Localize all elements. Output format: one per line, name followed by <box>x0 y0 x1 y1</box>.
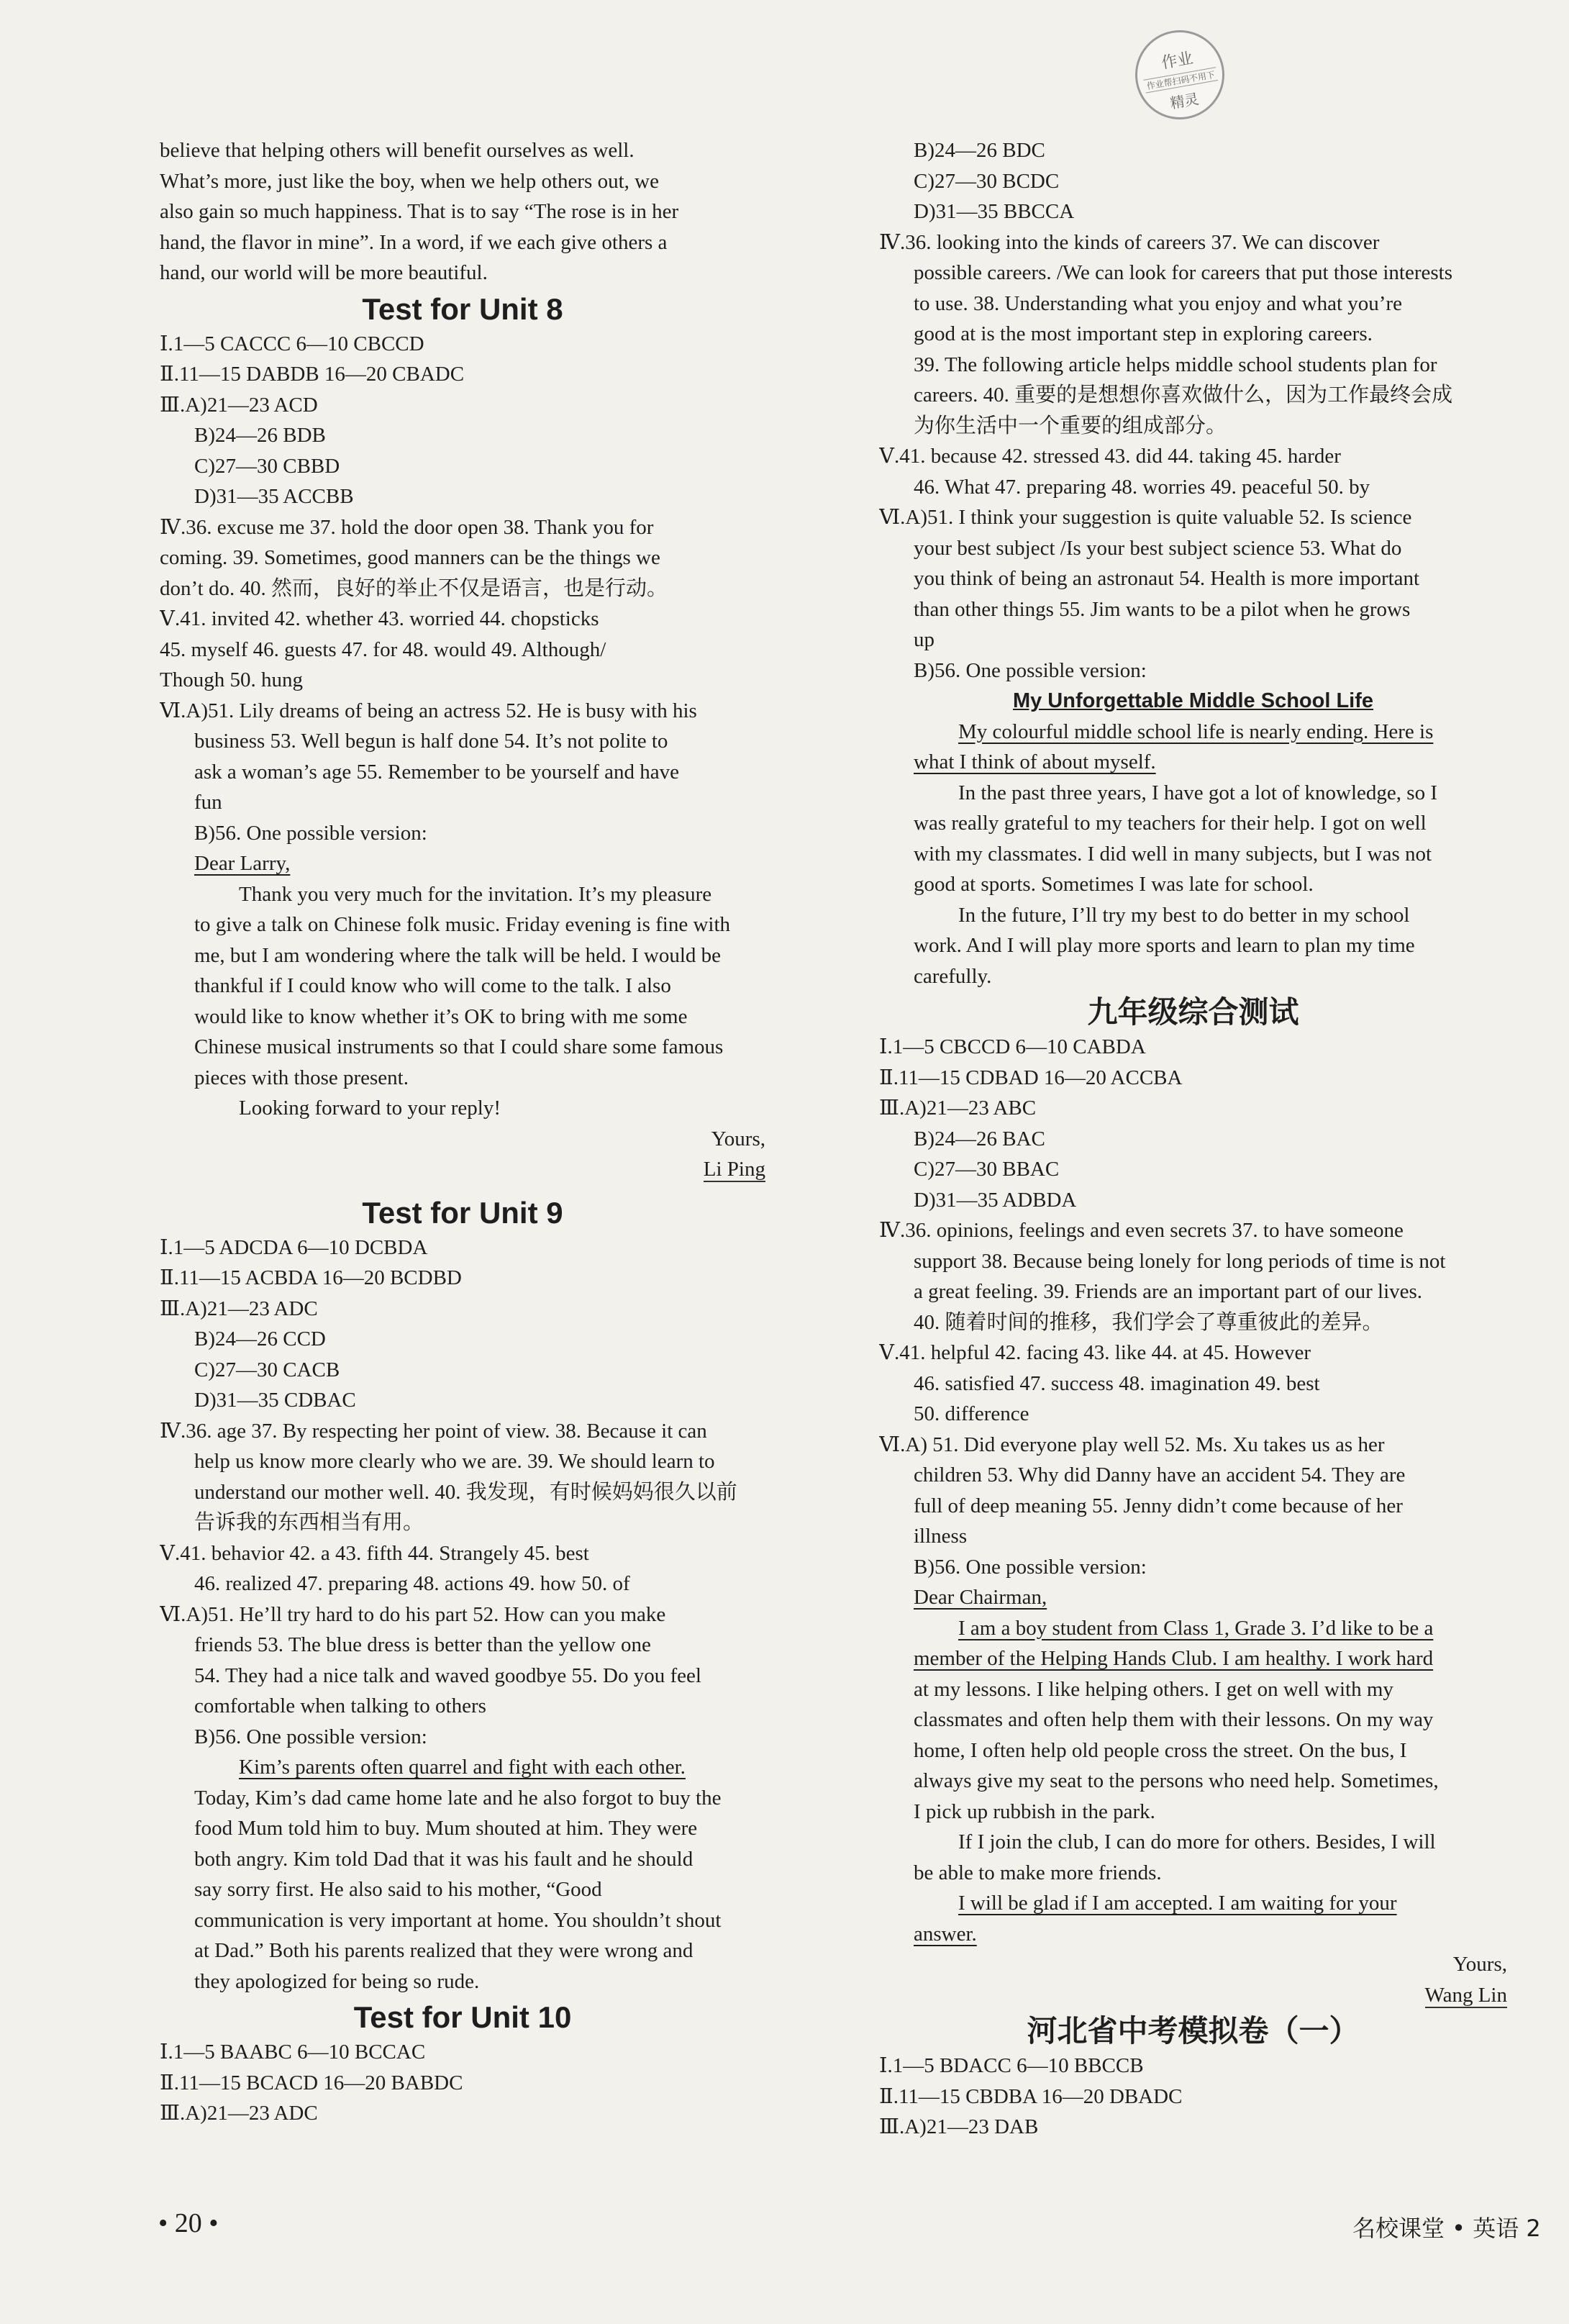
letter-closing: Yours, <box>711 1127 765 1150</box>
answer-line: Ⅱ.11—15 DABDB 16—20 CBADC <box>160 363 465 386</box>
essay-line: carefully. <box>914 964 992 988</box>
answer-line: Ⅴ.41. helpful 42. facing 43. like 44. at 45. However <box>879 1341 1311 1364</box>
answer-line: Ⅲ.A)21—23 DAB <box>879 2115 1039 2138</box>
answer-line: Though 50. hung <box>160 668 303 691</box>
letter-line: If I join the club, I can do more for others. Besides, I will <box>958 1830 1436 1853</box>
letter-line <box>879 1919 1507 1950</box>
answer-line: a great feeling. 39. Friends are an important part of our lives. <box>914 1280 1423 1303</box>
answer-line: 50. difference <box>914 1402 1029 1425</box>
answer-line: Ⅴ.41. because 42. stressed 43. did 44. taking 45. harder <box>879 445 1341 468</box>
signature-text: Li Ping <box>703 1158 765 1181</box>
answer-line: B)56. One possible version: <box>194 1725 427 1748</box>
answer-line: Ⅰ.1—5 ADCDA 6—10 DCBDA <box>160 1235 428 1259</box>
answer-line: fun <box>194 791 222 814</box>
answer-line: Ⅱ.11—15 CBDBA 16—20 DBADC <box>879 2084 1183 2108</box>
footer-title: 名校课堂 • 英语 2 <box>1352 2215 1541 2242</box>
essay-line: communication is very important at home. You shouldn’t shout <box>194 1908 722 1932</box>
watermark-stamp <box>1128 23 1232 127</box>
unit8-answers <box>160 329 765 1185</box>
letter-line: always give my seat to the persons who need help. Sometimes, <box>914 1769 1439 1792</box>
answer-line: Ⅲ.A)21—23 ADC <box>160 2102 318 2125</box>
essay-line: both angry. Kim told Dad that it was his fault and he should <box>194 1847 693 1871</box>
answer-line: B)56. One possible version: <box>194 821 427 845</box>
letter-line: thankful if I could know who will come to the talk. I also <box>194 974 671 997</box>
answer-line: Ⅳ.36. excuse me 37. hold the door open 38. Thank you for <box>160 515 654 539</box>
answer-line: 告诉我的东西相当有用。 <box>194 1511 424 1534</box>
letter-greeting <box>879 1582 1507 1613</box>
answer-line: help us know more clearly who we are. 39. We should learn to <box>194 1450 715 1473</box>
answer-line: Ⅳ.36. opinions, feelings and even secrets 37. to have someone <box>879 1219 1404 1242</box>
answer-line: 46. What 47. preparing 48. worries 49. peaceful 50. by <box>914 475 1370 499</box>
signature-text: Wang Lin <box>1424 1983 1507 2007</box>
answer-line: Ⅱ.11—15 BCACD 16—20 BABDC <box>160 2071 463 2094</box>
answer-line: Ⅴ.41. invited 42. whether 43. worried 44. chopsticks <box>160 607 599 630</box>
letter-line: me, but I am wondering where the talk will be held. I would be <box>194 943 722 967</box>
page-number: • 20 • <box>158 2208 219 2238</box>
letter-line: Looking forward to your reply! <box>239 1097 501 1120</box>
answer-line: B)56. One possible version: <box>914 1555 1147 1579</box>
section-title-unit9: Test for Unit 9 <box>362 1195 563 1230</box>
unit10-continued <box>879 135 1507 991</box>
answer-line: friends 53. The blue dress is better than the yellow one <box>194 1633 651 1656</box>
letter-line <box>879 1888 1507 1919</box>
letter-line: to give a talk on Chinese folk music. Friday evening is fine with <box>194 913 731 936</box>
answer-line: ask a woman’s age 55. Remember to be yourself and have <box>194 760 680 784</box>
right-column <box>879 135 1507 2143</box>
unit9-answers <box>160 1233 765 1997</box>
letter-line: classmates and often help them with their lessons. On my way <box>914 1708 1434 1731</box>
intro-paragraph <box>160 135 765 289</box>
answer-line: B)24—26 CCD <box>194 1327 326 1351</box>
essay-line: In the future, I’ll try my best to do better in my school <box>958 903 1410 927</box>
answer-line: children 53. Why did Danny have an accident 54. They are <box>914 1463 1406 1486</box>
answer-line: Ⅳ.36. age 37. By respecting her point of view. 38. Because it can <box>160 1419 707 1443</box>
letter-line <box>879 1643 1507 1674</box>
section-title-hebei: 河北省中考模拟卷（一） <box>1027 2013 1360 2048</box>
essay-line: work. And I will play more sports and learn to plan my time <box>914 934 1415 957</box>
answer-line: 54. They had a nice talk and waved goodbye 55. Do you feel <box>194 1663 701 1687</box>
essay-line: say sorry first. He also said to his mother, “Good <box>194 1878 602 1901</box>
letter-closing: Yours, <box>1452 1953 1507 1976</box>
letter-line: would like to know whether it’s OK to bring with me some <box>194 1004 688 1028</box>
answer-line: illness <box>914 1525 968 1548</box>
text-line: hand, our world will be more beautiful. <box>160 261 488 284</box>
left-column <box>160 135 765 2129</box>
essay-line: they apologized for being so rude. <box>194 1969 480 1993</box>
essay-line: at Dad.” Both his parents realized that they were wrong and <box>194 1939 693 1962</box>
grade9-answers <box>879 1032 1507 2010</box>
answer-line: you think of being an astronaut 54. Health is more important <box>914 567 1420 590</box>
answer-line: B)24—26 BDB <box>194 424 326 447</box>
answer-line: don’t do. 40. 然而，良好的举止不仅是语言，也是行动。 <box>160 576 668 600</box>
letter-line: pieces with those present. <box>194 1066 409 1089</box>
stamp-line2: 作业帮扫码不用下 <box>1143 67 1218 93</box>
essay-line <box>879 717 1507 748</box>
answer-line: support 38. Because being lonely for long periods of time is not <box>914 1249 1446 1273</box>
letter-line: I pick up rubbish in the park. <box>914 1799 1155 1823</box>
essay-underlined: My colourful middle school life is nearly ending. Here is <box>958 720 1434 743</box>
section-title-grade9: 九年级综合测试 <box>1087 994 1299 1030</box>
letter-line <box>879 1613 1507 1644</box>
essay-line <box>879 747 1507 778</box>
answer-line: comfortable when talking to others <box>194 1694 486 1717</box>
text-line: also gain so much happiness. That is to say “The rose is in her <box>160 200 679 223</box>
text-line: hand, the flavor in mine”. In a word, if we each give others a <box>160 230 668 254</box>
answer-line: B)24—26 BDC <box>914 139 1045 162</box>
letter-signature <box>879 1980 1507 2011</box>
letter-signature <box>160 1154 765 1185</box>
letter-underlined: answer. <box>914 1922 977 1946</box>
answer-line: Ⅲ.A)21—23 ABC <box>879 1097 1037 1120</box>
letter-greeting <box>160 848 765 879</box>
answer-line: Ⅰ.1—5 BAABC 6—10 BCCAC <box>160 2041 426 2064</box>
answer-line: understand our mother well. 40. 我发现，有时候妈妈很久以前 <box>194 1480 737 1504</box>
stamp-line3: 精灵 <box>1168 90 1201 112</box>
answer-line: Ⅰ.1—5 CBCCD 6—10 CABDA <box>879 1035 1146 1058</box>
answer-line: careers. 40. 重要的是想想你喜欢做什么，因为工作最终会成 <box>914 383 1453 407</box>
answer-line: your best subject /Is your best subject science 53. What do <box>914 536 1402 560</box>
letter-greeting-text: Dear Larry, <box>194 852 291 875</box>
answer-line: Ⅴ.41. behavior 42. a 43. fifth 44. Strangely 45. best <box>160 1541 589 1565</box>
answer-line: Ⅲ.A)21—23 ACD <box>160 393 318 417</box>
essay-underlined: what I think of about myself. <box>914 750 1156 773</box>
answer-line: possible careers. /We can look for careers that put those interests <box>914 261 1452 284</box>
text-line: believe that helping others will benefit ourselves as well. <box>160 139 635 162</box>
answer-line: full of deep meaning 55. Jenny didn’t come because of her <box>914 1494 1403 1517</box>
unit10-answers <box>160 2037 765 2129</box>
answer-line: C)27—30 CACB <box>194 1358 340 1381</box>
answer-line: B)56. One possible version: <box>914 658 1147 682</box>
answer-line: 40. 随着时间的推移，我们学会了尊重彼此的差异。 <box>914 1310 1383 1334</box>
answer-line: to use. 38. Understanding what you enjoy and what you’re <box>914 291 1402 315</box>
section-title-unit10: Test for Unit 10 <box>353 2000 572 2034</box>
letter-underlined: I am a boy student from Class 1, Grade 3. I’d like to be a <box>958 1616 1434 1640</box>
letter-line: Chinese musical instruments so that I could share some famous <box>194 1035 724 1058</box>
hebei-answers <box>879 2051 1507 2143</box>
answer-line: 46. realized 47. preparing 48. actions 49. how 50. of <box>194 1572 630 1595</box>
essay-line <box>160 1752 765 1783</box>
answer-line: C)27—30 CBBD <box>194 454 340 478</box>
answer-line: B)24—26 BAC <box>914 1127 1045 1150</box>
answer-line: D)31—35 ADBDA <box>914 1188 1077 1212</box>
answer-line: Ⅰ.1—5 CACCC 6—10 CBCCD <box>160 332 424 355</box>
answer-line: Ⅳ.36. looking into the kinds of careers 37. We can discover <box>879 230 1380 254</box>
answer-line: 45. myself 46. guests 47. for 48. would 49. Although/ <box>160 637 606 661</box>
essay-line: food Mum told him to buy. Mum shouted at him. They were <box>194 1817 698 1840</box>
answer-line: 为你生活中一个重要的组成部分。 <box>914 414 1227 437</box>
answer-line: 39. The following article helps middle school students plan for <box>914 353 1437 376</box>
answer-line: business 53. Well begun is half done 54. It’s not polite to <box>194 730 668 753</box>
answer-line: Ⅵ.A)51. Lily dreams of being an actress 52. He is busy with his <box>160 699 697 722</box>
answer-line: D)31—35 BBCCA <box>914 200 1075 223</box>
essay-first-sentence: Kim’s parents often quarrel and fight with each other. <box>239 1756 686 1779</box>
answer-line: Ⅱ.11—15 ACBDA 16—20 BCDBD <box>160 1266 462 1289</box>
answer-line: Ⅵ.A)51. I think your suggestion is quite valuable 52. Is science <box>879 506 1412 529</box>
answer-line: Ⅲ.A)21—23 ADC <box>160 1297 318 1320</box>
essay-line: Today, Kim’s dad came home late and he also forgot to buy the <box>194 1786 722 1810</box>
essay-line: was really grateful to my teachers for their help. I got on well <box>914 812 1427 835</box>
answer-line: D)31—35 ACCBB <box>194 485 354 508</box>
answer-line: up <box>914 628 934 651</box>
letter-line: Thank you very much for the invitation. It’s my pleasure <box>239 882 712 906</box>
essay-title: My Unforgettable Middle School Life <box>1012 689 1374 712</box>
answer-line: good at is the most important step in exploring careers. <box>914 322 1373 345</box>
answer-line: Ⅱ.11—15 CDBAD 16—20 ACCBA <box>879 1066 1183 1089</box>
letter-line: at my lessons. I like helping others. I get on well with my <box>914 1677 1393 1701</box>
answer-line: Ⅰ.1—5 BDACC 6—10 BBCCB <box>879 2054 1144 2077</box>
section-title-unit8: Test for Unit 8 <box>362 291 563 326</box>
stamp-line1: 作业 <box>1160 49 1195 73</box>
answer-line: Ⅵ.A) 51. Did everyone play well 52. Ms. Xu takes us as her <box>879 1433 1385 1456</box>
answer-line: Ⅵ.A)51. He’ll try hard to do his part 52. How can you make <box>160 1602 666 1626</box>
answer-line: coming. 39. Sometimes, good manners can be the things we <box>160 546 660 569</box>
essay-line: good at sports. Sometimes I was late for school. <box>914 873 1314 896</box>
essay-line: with my classmates. I did well in many subjects, but I was not <box>914 842 1432 866</box>
answer-line: 46. satisfied 47. success 48. imagination 49. best <box>914 1371 1320 1395</box>
essay-line: In the past three years, I have got a lot of knowledge, so I <box>958 781 1437 804</box>
letter-line: be able to make more friends. <box>914 1861 1162 1884</box>
answer-line: D)31—35 CDBAC <box>194 1389 356 1412</box>
answer-line: C)27—30 BBAC <box>914 1158 1060 1181</box>
answer-line: than other things 55. Jim wants to be a pilot when he grows <box>914 597 1411 621</box>
letter-underlined: member of the Helping Hands Club. I am healthy. I work hard <box>914 1647 1434 1670</box>
text-line: What’s more, just like the boy, when we help others out, we <box>160 169 659 193</box>
letter-underlined: I will be glad if I am accepted. I am waiting for your <box>958 1892 1397 1915</box>
letter-line: home, I often help old people cross the street. On the bus, I <box>914 1738 1407 1762</box>
letter-greeting-text: Dear Chairman, <box>914 1586 1047 1609</box>
answer-line: C)27—30 BCDC <box>914 169 1060 193</box>
